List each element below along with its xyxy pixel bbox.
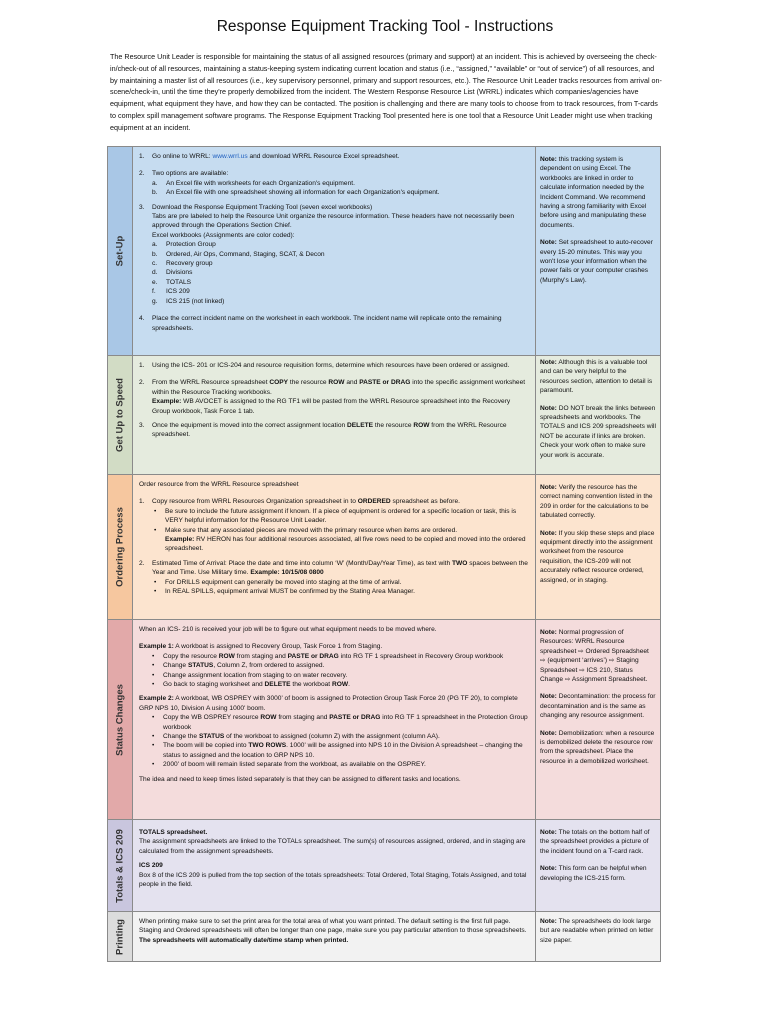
status-note-3: Demobilization: when a resource is demobilized delete the resource row from the spreadsheet. Place the resource in a demobilized worksheet. [540, 729, 655, 765]
workbook-item: ICS 215 (not linked) [166, 297, 225, 305]
order-label-cell [108, 475, 133, 619]
setup-step-2: Two options are available: [152, 170, 229, 178]
order-intro: Order resource from the WRRL Resource spreadsheet [139, 481, 299, 488]
order-content: Order resource from the WRRL Resource spreadsheet 1. Copy resource from WRRL Resources Organization spreadsheet in to ORDERED spreadsheet as before. • Be sure to include the future assignment if known. If a piece of equipment is ordered for a specific location or task, this is VERY helpful information for the Resource Unit Leader. • Make sure that any associated pieces are moved with the primary resource when items are ordered. Example: RV HERON has four additional resources associated, all five rows need to be copied and moved into the ordered spreadsheet. 2. Estimated Time of Arrival: Place the date and time into column ‘W’ (Month/Day/Year Time), as text with TWO spaces between the Year and Time. Use Military time. Example: 10/15/08 0800 • For DRILLS equipment can generally be moved into staging at the time of arrival. • In REAL SPILLS, equipment arrival MUST be confirmed by the Stating Area Manager. [133, 475, 536, 619]
order-bullet: • Make sure that any associated pieces are moved with the primary resource when items are ordered. [152, 526, 529, 535]
setup-label: Set-Up [114, 235, 126, 267]
page-title: Response Equipment Tracking Tool - Instructions [216, 18, 554, 35]
status-outro: The idea and need to keep times listed separately is that they can be assigned to different tasks and locations. [139, 775, 461, 783]
totals-content [133, 820, 536, 911]
setup-step-3: Download the Response Equipment Tracking Tool (seven excel workbooks) [152, 203, 373, 211]
instructions-table [107, 146, 661, 962]
speed-label-cell [108, 356, 133, 474]
totals-note-2: This form can be helpful when developing the ICS-215 form. [540, 865, 647, 882]
workbook-item: TOTALS [166, 278, 192, 286]
order-step-1: spreadsheet as before. [390, 498, 460, 506]
order-section [108, 474, 660, 619]
totals-text: The assignment spreadsheets are linked to the TOTALs spreadsheet. The sum(s) of resources assigned, ordered, and in staging are calculated from the assignment spreadsheets. [139, 838, 526, 855]
print-section [108, 911, 660, 961]
order-bullet: • In REAL SPILLS, equipment arrival MUST be confirmed by the Stating Area Manager. [152, 587, 529, 596]
print-label: Printing [114, 918, 126, 955]
setup-option-a: An Excel file with worksheets for each Organization's equipment. [166, 179, 355, 187]
print-notes: Note: The spreadsheets do look large but are readable when printed on letter size paper. [536, 912, 660, 961]
status-note-1: Normal progression of Resources: WRRL Resource spreadsheet ⇨ Ordered Spreadsheet ⇨ (equipment ‘arrives’) ⇨ Staging Spreadsheet ⇨ ICS 210, Status Change ⇨ Assignment Spreadsheet. [540, 629, 649, 684]
totals-section [108, 819, 660, 911]
speed-label: Get Up to Speed [114, 378, 126, 452]
setup-step-1: Go online to WRRL: [152, 153, 213, 160]
workbook-item: ICS 209 [166, 288, 190, 296]
status-label: Status Changes [114, 683, 126, 756]
workbook-item: Ordered, Air Ops, Command, Staging, SCAT, & Decon [166, 250, 325, 258]
order-note-1: Verify the resource has the correct naming convention listed in the 209 in order for the calculations to be tabulated correctly. [540, 484, 653, 520]
setup-step-3-workbooks: Excel workbooks (Assignments are color coded): [152, 231, 295, 239]
ics209-heading: ICS 209 [139, 862, 163, 870]
speed-section [108, 355, 660, 474]
speed-example: WB AVOCET is assigned to the RG TF1 will be pasted from the WRRL Resource spreadsheet into the Recovery Group workbook, Task Force 1 tab. [152, 398, 511, 415]
order-bullet: • Be sure to include the future assignment if known. If a piece of equipment is ordered for a specific location or task, this is VERY helpful information for the Resource Unit Leader. [152, 507, 529, 526]
workbook-item: Protection Group [166, 241, 216, 249]
speed-note-1: Although this is a valuable tool and can be very helpful to the resources section, attention to detail is paramount. [540, 359, 653, 395]
setup-step-1-end: and download WRRL Resource Excel spreadsheet. [247, 153, 400, 160]
setup-section [108, 147, 660, 355]
status-content: When an ICS- 210 is received your job will be to figure out what equipment needs to be moved where. Example 1: A workboat is assigned to Recovery Group, Task Force 1 from Staging. • Copy the resource ROW from staging and PASTE or DRAG into RG TF 1 spreadsheet in Recovery Group workbook • Change STATUS, Column Z, from ordered to assigned. • Change assignment location from staging to on water recovery. • Go back to staging worksheet and DELETE the workboat ROW. Example 2: A workboat, WB OSPREY with 3000' of boom is assigned to Protection Group Task Force 20 (PG TF 20), to complete GRP NPS 10, Division A using 1000' boom. • Copy the WB OSPREY resource ROW from staging and PASTE or DRAG into RG TF 1 spreadsheet in the Protection Group workbook • Change the STATUS of the workboat to assigned (column Z) with the assignment (column AA). • The boom will be copied into TWO ROWS. 1000' will be assigned into NPS 10 in the Division A spreadsheet – changing the status to assigned and the location to GRP NPS 10. • 2000' of boom will remain listed separate from the workboat, as available on the OSPREY. The idea and need to keep times listed separately is that they can be assigned to different tasks and locations. [133, 620, 536, 819]
print-text-bold: The spreadsheets will automatically date/time stamp when printed. [139, 936, 349, 944]
setup-step-3-tabs: Tabs are pre labeled to help the Resource Unit organize the resource information. These headers have not necessarily been approved through the Operations Section Chief. [152, 213, 515, 230]
setup-label-cell [108, 147, 133, 355]
speed-step-1: Using the ICS- 201 or ICS-204 and resource requisition forms, determine which resources have been ordered or assigned. [152, 362, 510, 369]
order-bullet: • For DRILLS equipment can generally be moved into staging at the time of arrival. [152, 578, 529, 587]
workbook-item: Recovery group [166, 260, 213, 268]
speed-note-2: DO NOT break the links between spreadsheets and workbooks. The TOTALS and ICS 209 spreadsheets will NOT be accurate if links are broken. Check your work often to make sure your work is accurate. [540, 404, 656, 459]
status-intro: When an ICS- 210 is received your job will be to figure out what equipment needs to be moved where. [139, 626, 437, 633]
setup-note-2: Set spreadsheet to auto-recover every 15-20 minutes. This way you won't lose your information when the power fails or your computer crashes (Murphy's Law). [540, 239, 653, 284]
status-bullet: • 2000' of boom will remain listed separate from the workboat, as available on the OSPREY. [139, 760, 529, 769]
order-example: RV HERON has four additional resources associated, all five rows need to be copied and moved into the ordered spreadsheet. [165, 536, 526, 553]
status-section [108, 619, 660, 819]
speed-notes: Note: Although this is a valuable tool and can be very helpful to the resources section, attention to detail is paramount. Note: DO NOT break the links between spreadsheets and workbooks. The TOTALS and ICS 209 spreadsheets will NOT be accurate if links are broken. Check your work often to make sure your work is accurate. [536, 356, 660, 474]
order-note-2: If you skip these steps and place equipment directly into the assignment worksheet from the resource requisition, the ICS-209 will not accurately reflect resource ordered, assigned, or in staging. [540, 529, 655, 584]
order-step-2: spaces between the Year and Time. Use Military time. [152, 559, 528, 577]
print-label-cell [108, 912, 133, 961]
status-note-2: Decontamination: the process for decontamination and is the same as changing any resource assignment. [540, 693, 656, 720]
order-label: Ordering Process [114, 507, 126, 587]
setup-option-b: An Excel file with one spreadsheet showing all information for each Organization's equipment. [166, 189, 440, 197]
ics209-text: Box 8 of the ICS 209 is pulled from the top section of the totals spreadsheets: Total Ordered, Total Staging, Totals Assigned, and total people in the field. [139, 871, 527, 889]
setup-step-4: Place the correct incident name on the worksheet in each workbook. The incident name will replicate onto the remaining spreadsheets. [152, 315, 502, 332]
totals-label: Totals & ICS 209 [114, 828, 126, 903]
print-text: When printing make sure to set the print area for the total area of what you want printed. The default setting is the first full page. Staging and Ordered spreadsheets will often be longer than one page, make sure you pay particular attention to those spreadsheets. [139, 918, 527, 935]
speed-content: 1. Using the ICS- 201 or ICS-204 and resource requisition forms, determine which resources have been ordered or assigned. 2. From the WRRL Resource spreadsheet COPY the resource ROW and PASTE or DRAG into the specific assignment worksheet within the Resource Tracking workbooks. Example: WB AVOCET is assigned to the RG TF1 will be pasted from the WRRL Resource spreadsheet into the Recovery Group workbook, Task Force 1 tab. 3. Once the equipment is moved into the correct assignment location DELETE the resource ROW from the WRRL Resource spreadsheet. [133, 356, 536, 474]
setup-notes: Note: this tracking system is dependent on using Excel. The workbooks are linked in order to calculate information needed by the Incident Command. We recommend having a strong familiarity with Excel before using and manipulating these documents. Note: Set spreadsheet to auto-recover every 15-20 minutes. This way you won't lose your information when the power fails or your computer crashes (Murphy's Law). [536, 147, 660, 355]
status-notes: Note: Normal progression of Resources: WRRL Resource spreadsheet ⇨ Ordered Spreadsheet ⇨ (equipment ‘arrives’) ⇨ Staging Spreadsheet ⇨ ICS 210, Status Change ⇨ Assignment Spreadsheet. Note: Decontamination: the process for decontamination and is the same as changing any resource assignment. Note: Demobilization: when a resource is demobilized delete the resource row from the spreadsheet. Place the resource in a demobilized worksheet. [536, 620, 660, 819]
totals-label-cell [108, 820, 133, 911]
status-example-1: A workboat is assigned to Recovery Group, Task Force 1 from Staging. [173, 643, 383, 651]
speed-step-2: into the specific assignment worksheet within the Resource Tracking workbooks. [152, 379, 526, 396]
wrrl-link[interactable]: www.wrrl.us [212, 153, 248, 160]
status-example-2: A workboat, WB OSPREY with 3000' of boom is assigned to Protection Group Task Force 20 (PG TF 20), to complete GRP NPS 10, Division A using 1000' boom. [139, 695, 518, 712]
totals-heading: TOTALS spreadsheet. [139, 829, 208, 836]
speed-step-3: from the WRRL Resource spreadsheet. [152, 422, 507, 439]
totals-notes: Note: The totals on the bottom half of the spreadsheet provides a picture of the incident found on a T-card rack. Note: This form can be helpful when developing the ICS-215 form. [536, 820, 660, 911]
order-notes: Note: Verify the resource has the correct naming convention listed in the 209 in order for the calculations to be tabulated correctly. Note: If you skip these steps and place equipment directly into the assignment worksheet from the resource requisition, the ICS-209 will not accurately reflect resource ordered, assigned, or in staging. [536, 475, 660, 619]
status-bullet: • Change assignment location from staging to on water recovery. [139, 671, 529, 680]
totals-note-1: The totals on the bottom half of the spreadsheet provides a picture of the incident found on a T-card rack. [540, 829, 650, 855]
status-label-cell [108, 620, 133, 819]
print-note-1: The spreadsheets do look large but are readable when printed on letter size paper. [540, 918, 654, 944]
print-content [133, 912, 536, 961]
workbook-item: Divisions [166, 269, 193, 277]
setup-content: 1. Go online to WRRL: www.wrrl.us and download WRRL Resource Excel spreadsheet. 2. Two options are available: a. An Excel file with worksheets for each Organization's equipment. b. An Excel file with one spreadsheet showing all information for each Organization's equipment. 3. Download the Response Equipment Tracking Tool (seven excel workbooks) Tabs are pre labeled to help the Resource Unit organize the resource information. These headers have not necessarily been approved through the Operations Section Chief. Excel workbooks (Assignments are color coded): a. Protection Group b. Ordered, Air Ops, Command, Staging, SCAT, & Decon c. Recovery group d. Divisions e. TOTALS f. ICS 209 g. ICS 215 (not linked) 4. Place the correct incident name on the worksheet in each workbook. The incident name will replicate onto the remaining spreadsheets. [133, 147, 536, 355]
setup-note-1: this tracking system is dependent on using Excel. The workbooks are linked in order to calculate information needed by the Incident Command. We recommend having a strong familiarity with Excel before using and manipulating these documents. [540, 156, 647, 229]
intro-paragraph: The Resource Unit Leader is responsible for maintaining the status of all assigned resources (primary and support) at an incident. This is achieved by overseeing the check-in/check-out of all resources, maintaining a status-keeping system indicating current location and status (i.e., “assigned,” “available” or “out of service”) of all resources, and by maintaining a master list of all resources (i.e., key supervisory personnel, primary and support resources, etc.). The Resource Unit Leader tracks resources from arrival on-scene/check-in, until the time they're properly demobilized from the incident. The Western Response Resource List (WRRL) indicates which companies/agencies have equipment, what equipment they have, and how they can be contacted. The position is challenging and there are many tools to choose from to track resources, from T-cards to complex spill management software programs. The Response Equipment Tracking Tool presented here is one tool that a Resource Unit Leader might use when tracking equipment at an incident. [110, 52, 662, 132]
